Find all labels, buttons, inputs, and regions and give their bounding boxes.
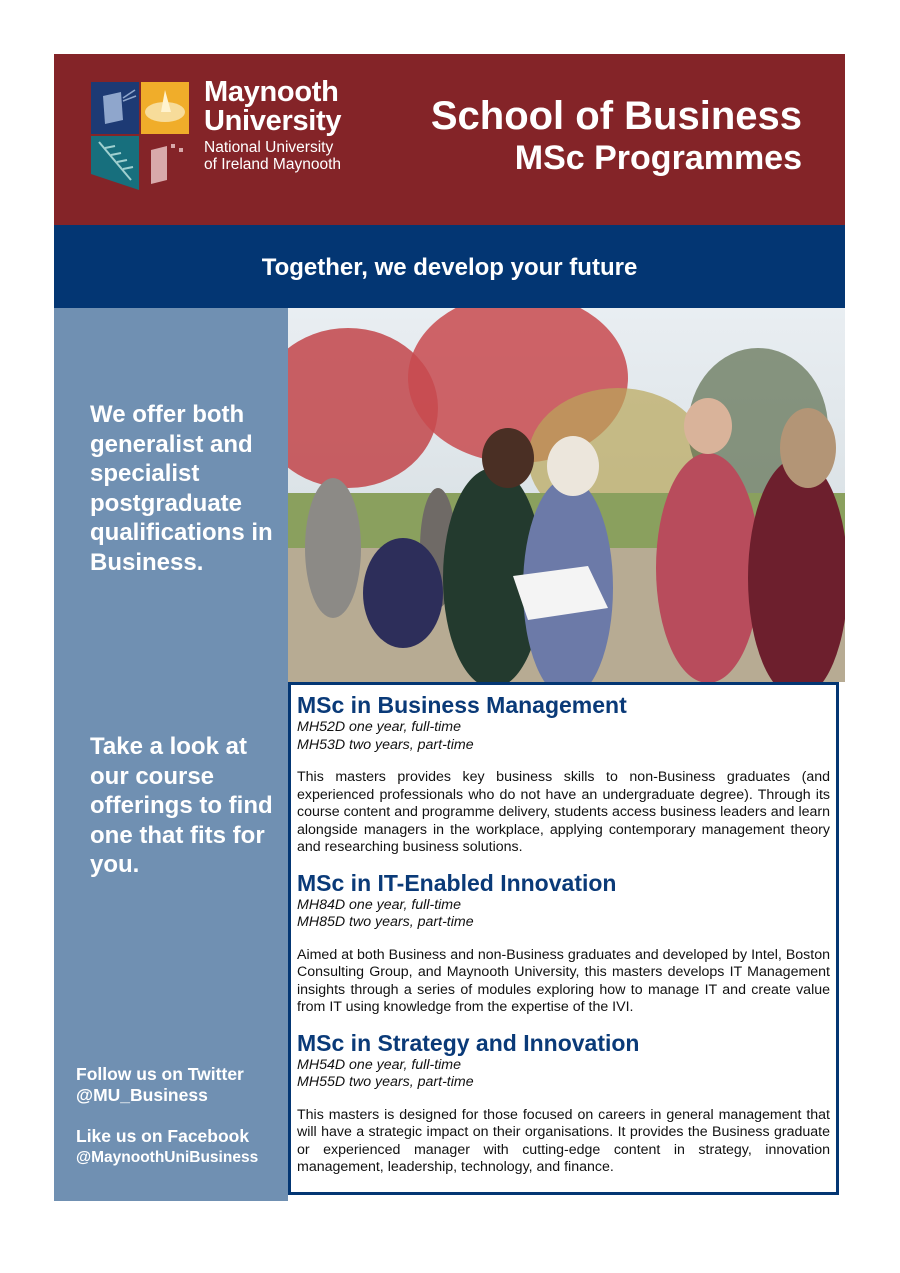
facebook-handle[interactable]: @MaynoothUniBusiness [76, 1149, 259, 1166]
programme-business-management [297, 692, 830, 857]
university-name-line2: University [204, 105, 342, 137]
facebook-label: Like us on Facebook [76, 1126, 250, 1146]
programme-code-fulltime: MH54D one year, full-time [297, 1056, 462, 1073]
sidebar [54, 308, 288, 1201]
university-sub-line2: of Ireland Maynooth [204, 156, 342, 173]
programme-strategy-innovation [297, 1030, 830, 1177]
students-photo-icon [288, 308, 845, 682]
flyer [54, 54, 845, 1201]
programme-code-parttime: MH85D two years, part-time [297, 914, 474, 930]
university-name-line1: Maynooth [204, 76, 339, 108]
programme-description: This masters is designed for those focused on careers in general management that will have a strategic impact on their organisations. It provides the Business graduate or experienced manager with cutting-edge content in strategy, innovation management, leadership, technology, and finance. [297, 1106, 830, 1175]
social-links [76, 1064, 258, 1168]
campus-photo [288, 308, 845, 682]
programme-code-parttime: MH55D two years, part-time [297, 1074, 474, 1090]
programme-it-enabled-innovation [297, 870, 830, 1017]
programme-title: MSc in Strategy and Innovation [297, 1029, 640, 1056]
programme-title: MSc in IT-Enabled Innovation [297, 869, 617, 896]
programme-description: This masters provides key business skills to non-Business graduates (and experienced professionals who do not have an undergraduate degree). Through its course content and programme delivery, students access business leaders and learn alongside managers in the workplace, applying contemporary management theory and researching business solutions. [297, 769, 830, 855]
university-crest-icon [91, 82, 189, 190]
twitter-handle[interactable]: @MU_Business [76, 1085, 208, 1105]
programme-description: Aimed at both Business and non-Business graduates and developed by Intel, Boston Consulting Group, and Maynooth University, this masters develops IT Management insights through a series of modules exploring how to manage IT and create value from IT using knowledge from the expertise of the IVI. [297, 946, 830, 1015]
twitter-label: Follow us on Twitter [76, 1064, 244, 1084]
programme-title: MSc Programmes [514, 139, 802, 177]
programmes-box [288, 682, 839, 1195]
sidebar-intro: We offer both generalist and specialist postgraduate qualifications in Business. [90, 401, 273, 576]
header-banner [54, 54, 845, 225]
tagline-band: Together, we develop your future [54, 225, 845, 308]
programme-code-fulltime: MH52D one year, full-time [297, 719, 462, 735]
university-wordmark [204, 78, 341, 173]
programme-title: MSc in Business Management [297, 692, 627, 718]
title-block [431, 94, 802, 178]
university-sub-line1: National University [204, 139, 334, 156]
school-title: School of Business [430, 94, 802, 138]
sidebar-prompt: Take a look at our course offerings to find one that fits for you. [90, 733, 273, 878]
programme-code-fulltime: MH84D one year, full-time [297, 896, 462, 913]
programme-code-parttime: MH53D two years, part-time [297, 736, 474, 753]
